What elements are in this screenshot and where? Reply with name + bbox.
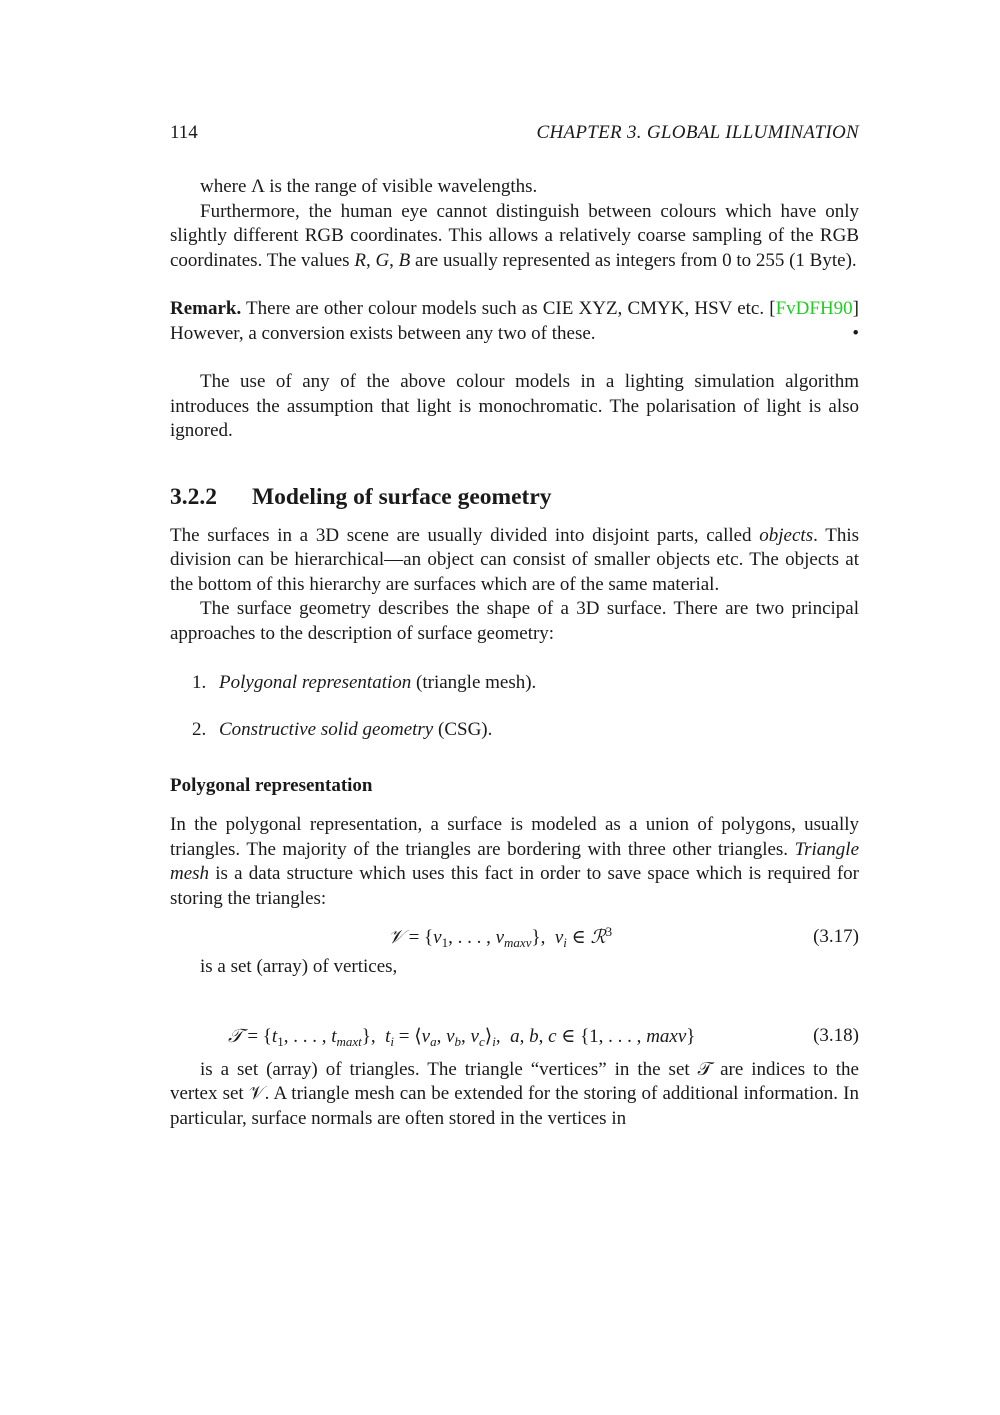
- paragraph-approaches: The surface geometry describes the shape of a 3D surface. There are two principal approaches to the description of surface geometry:: [170, 598, 859, 644]
- equation-formula: 𝒯 = {$t_1$, . . . , $t_{maxt}$}, $t_i$ = $⟨v_a$, $v_b$, $v_c⟩_i$, a, b, c ∈ {1, . . . , maxv}: [228, 1024, 696, 1049]
- citation-link[interactable]: FvDFH90: [775, 298, 853, 319]
- remark: Remark. There are other colour models such as CIE XYZ, CMYK, HSV etc. [FvDFH90] However, a conversion exists between any two of these. •: [170, 297, 859, 346]
- spacer: [170, 646, 859, 671]
- remark-label: Remark.: [170, 298, 242, 319]
- section-title: Modeling of surface geometry: [252, 483, 552, 510]
- paragraph-objects: The surfaces in a 3D scene are usually divided into disjoint parts, called objects. This division can be hierarchical—an object can consist of smaller objects etc. The objects at the bottom of this hierarchy are surfaces which are of the same material.: [170, 524, 860, 595]
- paragraph-rgb: Furthermore, the human eye cannot distinguish between colours which have only slightly different RGB coordinates. This allows a relatively coarse sampling of the RGB coordinates. The values R, G, B are usually represented as integers from 0 to 255 (1 Byte).: [170, 200, 859, 271]
- spacer: [170, 980, 859, 1024]
- spacer: [170, 742, 859, 774]
- subsection-heading: Polygonal representation: [170, 775, 373, 796]
- end-of-remark-bullet: •: [852, 322, 859, 344]
- approaches-list: [170, 671, 859, 742]
- equation-caption: is a set (array) of vertices,: [200, 956, 398, 977]
- spacer: [170, 798, 859, 813]
- paragraph-polygonal: In the polygonal representation, a surface is modeled as a union of polygons, usually triangles. The majority of the triangles are bordering with three other triangles. Triangle mesh is a data structure which uses this fact in order to save space which is required for storing the triangles:: [170, 814, 859, 909]
- section-number: 3.2.2: [170, 483, 217, 510]
- spacer: [170, 911, 859, 925]
- paragraph-monochromatic: The use of any of the above colour models in a lighting simulation algorithm introduces the assumption that light is monochromatic. The polarisation of light is also ignored.: [170, 371, 859, 441]
- chapter-title: CHAPTER 3. GLOBAL ILLUMINATION: [536, 122, 859, 143]
- list-item: 1. Polygonal representation (triangle mesh).: [192, 672, 537, 693]
- equation-3-18: [170, 1024, 859, 1054]
- spacer: [170, 444, 859, 482]
- equation-formula: 𝒱 = {$v_1$, . . . , $v_{maxv}$}, $v_i$ ∈ ℛ$^3$: [388, 924, 613, 950]
- page-number: 114: [170, 122, 198, 143]
- spacer: [170, 512, 859, 524]
- list-item: 2. Constructive solid geometry (CSG).: [192, 718, 493, 740]
- spacer: [170, 346, 859, 370]
- section-heading: [170, 482, 859, 512]
- running-header: [170, 122, 859, 144]
- equation-number: (3.17): [813, 926, 859, 947]
- paragraph-wavelengths: where Λ is the range of visible wavelengths.: [200, 176, 538, 197]
- equation-3-17: [170, 925, 859, 955]
- equation-number: (3.18): [813, 1024, 859, 1046]
- paragraph-triangles: is a set (array) of triangles. The triangle “vertices” in the set 𝒯 are indices to the vertex set 𝒱. A triangle mesh can be extended for the storing of additional information. In particular, surface normals are often stored in the vertices in: [170, 1058, 859, 1129]
- main-text: [170, 175, 859, 1131]
